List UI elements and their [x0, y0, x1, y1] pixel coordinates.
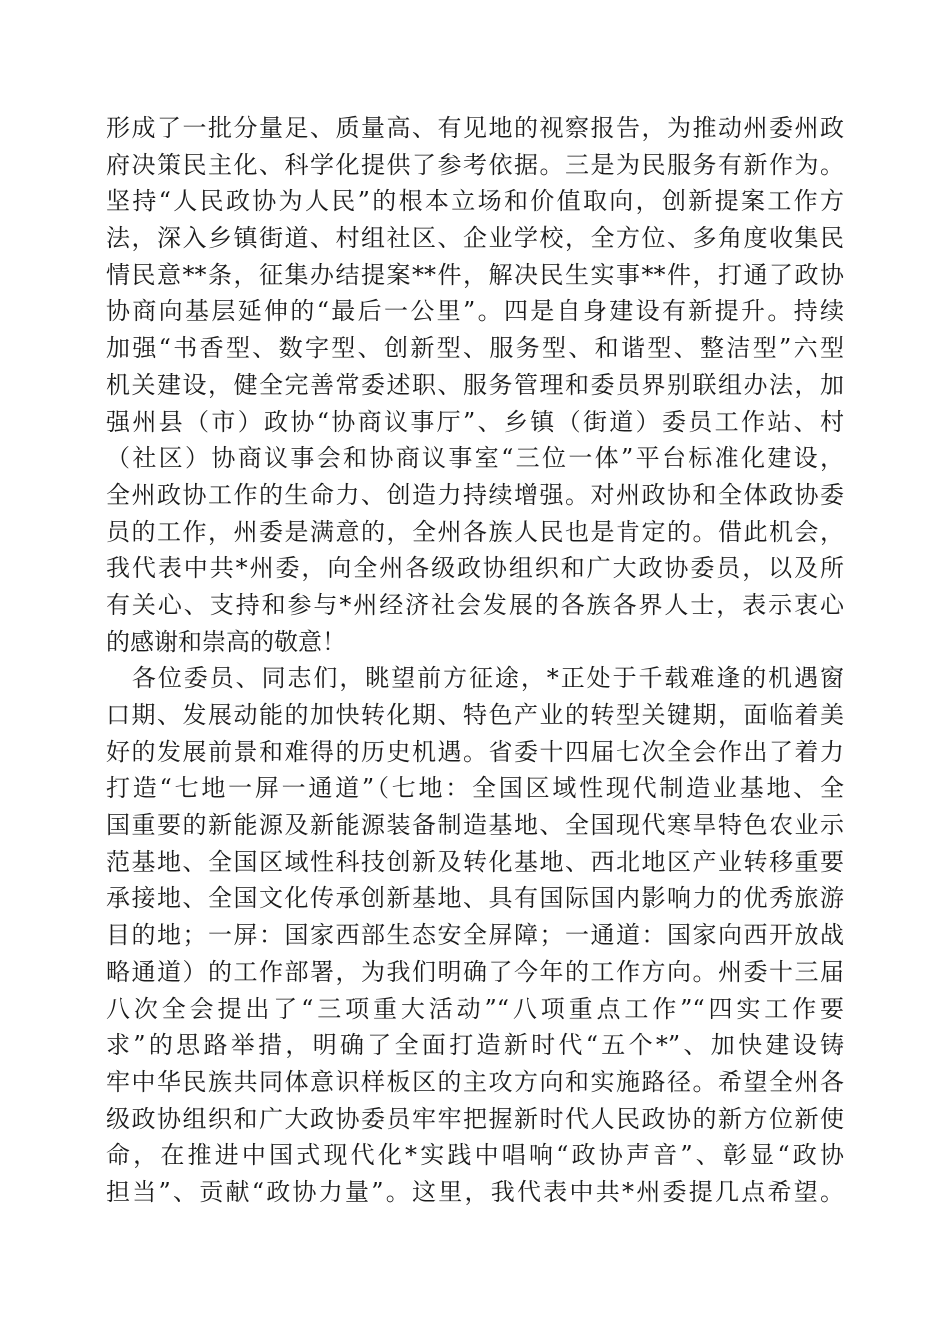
text-line-2: 府决策民主化、科学化提供了参考依据。三是为民服务有新作为。: [106, 150, 844, 179]
text-line-9: 强州县（市）政协“协商议事厅”、乡镇（街道）委员工作站、村: [106, 407, 844, 436]
text-line-13: 我代表中共*州委，向全州各级政协组织和广大政协委员，以及所: [106, 554, 844, 583]
text-line-26: 求”的思路举措，明确了全面打造新时代“五个*”、加快建设铸: [106, 1031, 844, 1060]
text-line-25: 八次全会提出了“三项重大活动”“八项重点工作”“四实工作要: [106, 994, 844, 1023]
text-line-1: 形成了一批分量足、质量高、有见地的视察报告，为推动州委州政: [106, 114, 844, 142]
document-body: [106, 110, 844, 1211]
text-line-18: 好的发展前景和难得的历史机遇。省委十四届七次全会作出了着力: [106, 737, 844, 766]
text-line-12: 员的工作，州委是满意的，全州各族人民也是肯定的。借此机会，: [106, 517, 844, 546]
text-line-14: 有关心、支持和参与*州经济社会发展的各族各界人士，表示衷心: [106, 590, 844, 619]
text-line-17: 口期、发展动能的加快转化期、特色产业的转型关键期，面临着美: [106, 701, 844, 729]
text-line-8: 机关建设，健全完善常委述职、服务管理和委员界别联组办法，加: [106, 370, 844, 399]
text-line-22: 承接地、全国文化传承创新基地、具有国际国内影响力的优秀旅游: [106, 884, 844, 913]
text-line-29: 命，在推进中国式现代化*实践中唱响“政协声音”、彰显“政协: [106, 1141, 844, 1170]
text-line-11: 全州政协工作的生命力、创造力持续增强。对州政协和全体政协委: [106, 480, 844, 509]
text-line-16: 各位委员、同志们，眺望前方征途，*正处于千载难逢的机遇窗: [106, 664, 844, 693]
text-line-6: 协商向基层延伸的“最后一公里”。四是自身建设有新提升。持续: [106, 297, 844, 326]
text-line-3: 坚持“人民政协为人民”的根本立场和价值取向，创新提案工作方: [106, 187, 844, 216]
text-line-30: 担当”、贡献“政协力量”。这里，我代表中共*州委提几点希望。: [106, 1177, 844, 1206]
text-line-19: 打造“七地一屏一通道”（七地：全国区域性现代制造业基地、全: [106, 774, 844, 803]
text-line-4: 法，深入乡镇街道、村组社区、企业学校，全方位、多角度收集民: [106, 224, 844, 253]
text-line-24: 略通道）的工作部署，为我们明确了今年的工作方向。州委十三届: [106, 957, 844, 986]
text-line-27: 牢中华民族共同体意识样板区的主攻方向和实施路径。希望全州各: [106, 1067, 844, 1096]
text-line-15: 的感谢和崇高的敬意！: [106, 627, 346, 656]
text-line-21: 范基地、全国区域性科技创新及转化基地、西北地区产业转移重要: [106, 847, 844, 876]
text-line-10: （社区）协商议事会和协商议事室“三位一体”平台标准化建设，: [106, 444, 844, 473]
text-line-7: 加强“书香型、数字型、创新型、服务型、和谐型、整洁型”六型: [106, 334, 844, 363]
text-line-23: 目的地；一屏：国家西部生态安全屏障；一通道：国家向西开放战: [106, 921, 844, 950]
text-line-28: 级政协组织和广大政协委员牢牢把握新时代人民政协的新方位新使: [106, 1104, 844, 1133]
text-line-20: 国重要的新能源及新能源装备制造基地、全国现代寒旱特色农业示: [106, 811, 844, 840]
text-line-5: 情民意**条，征集办结提案**件，解决民生实事**件，打通了政协: [106, 260, 844, 289]
